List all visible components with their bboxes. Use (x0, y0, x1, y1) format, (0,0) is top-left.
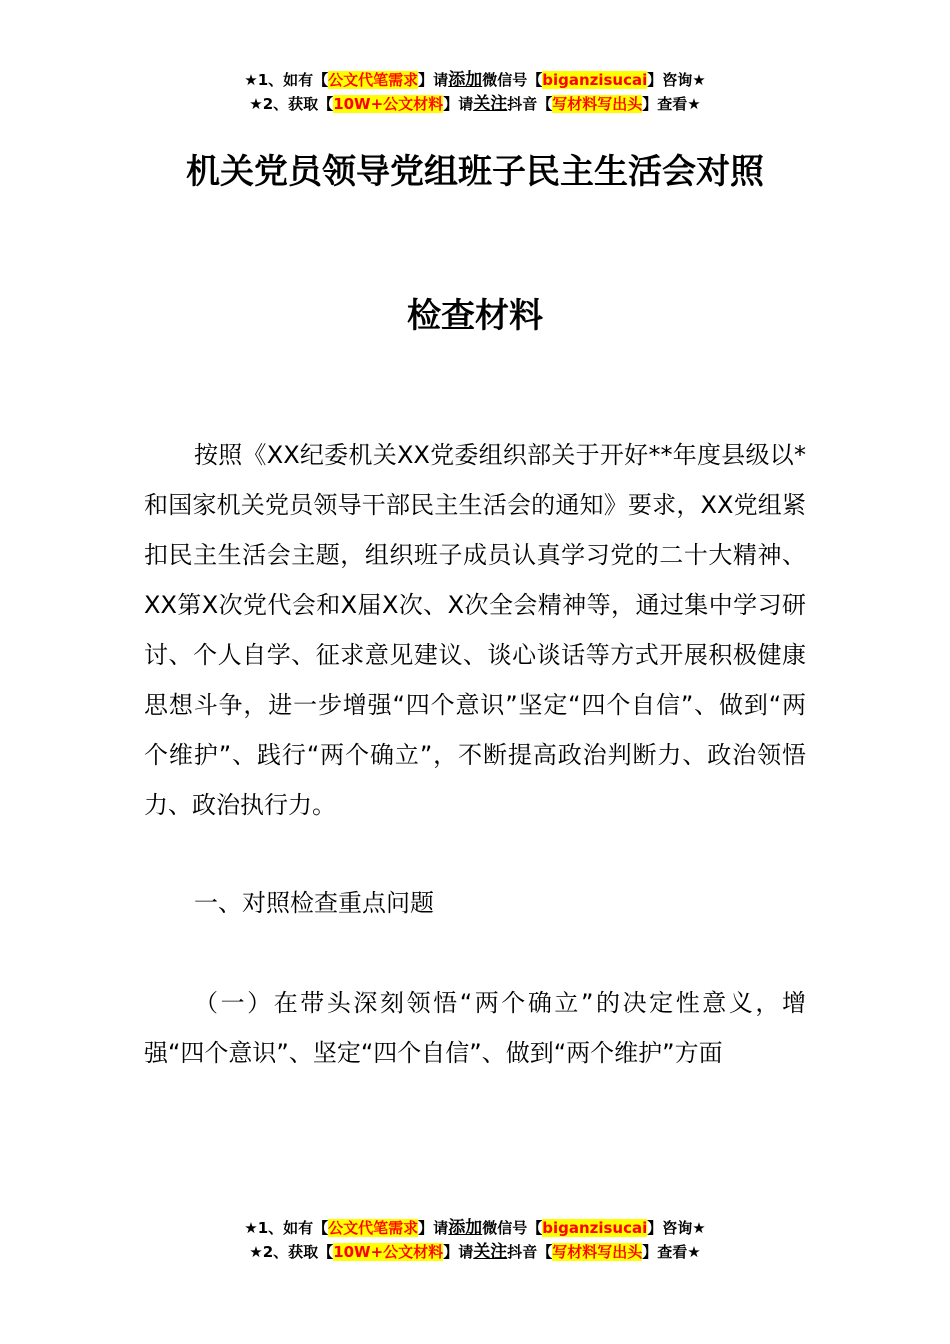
promo-highlight: biganzisucai (542, 1219, 648, 1237)
document-title-line-1: 机关党员领导党组班子民主生活会对照 (186, 152, 764, 192)
promo-line-2 (0, 92, 950, 116)
subsection-heading: （一）在带头深刻领悟“两个确立”的决定性意义，增强“四个意识”、坚定“四个自信”、做到“两个维护”方面 (144, 989, 806, 1067)
promo-text: 微信号【 (482, 1219, 543, 1237)
promo-highlight: biganzisucai (542, 71, 648, 89)
promo-text: 抖音【 (507, 1243, 553, 1261)
intro-paragraph: 按照《XX纪委机关XX党委组织部关于开好**年度县级以*和国家机关党员领导干部民主生活会的通知》要求，XX党组紧扣民主生活会主题，组织班子成员认真学习党的二十大精神、XX第X次党代会和X届X次、X次全会精神等，通过集中学习研讨、个人自学、征求意见建议、谈心谈话等方式开展积极健康思想斗争，进一步增强“四个意识”坚定“四个自信”、做到“两个维护”、践行“两个确立”，不断提高政治判断力、政治领悟力、政治执行力。 (144, 441, 806, 819)
promo-highlight: 10W+公文材料 (333, 1243, 444, 1261)
promo-text: ★2、获取【 (249, 95, 334, 113)
promo-highlight: 公文代笔需求 (328, 71, 419, 89)
promo-text: 】查看★ (642, 95, 701, 113)
document-title-line-2: 检查材料 (407, 296, 543, 336)
promo-text: ★1、如有【 (244, 1219, 329, 1237)
promo-emphasis: 关注 (473, 1242, 508, 1262)
promo-text: 】请 (443, 1243, 474, 1261)
promo-emphasis: 添加 (448, 1218, 483, 1238)
promo-banner-top (0, 68, 950, 116)
promo-text: 】请 (418, 1219, 449, 1237)
promo-emphasis: 关注 (473, 94, 508, 114)
promo-text: ★2、获取【 (249, 1243, 334, 1261)
promo-line-2 (0, 1240, 950, 1264)
section-heading: 一、对照检查重点问题 (194, 889, 434, 917)
promo-text: 】咨询★ (647, 71, 706, 89)
promo-text: 】咨询★ (647, 1219, 706, 1237)
promo-text: 】请 (443, 95, 474, 113)
promo-highlight: 公文代笔需求 (328, 1219, 419, 1237)
promo-text: 抖音【 (507, 95, 553, 113)
promo-banner-bottom (0, 1216, 950, 1264)
promo-line-1 (0, 1216, 950, 1240)
promo-text: 】请 (418, 71, 449, 89)
promo-text: 微信号【 (482, 71, 543, 89)
promo-line-1 (0, 68, 950, 92)
promo-highlight: 写材料写出头 (552, 95, 643, 113)
promo-text: ★1、如有【 (244, 71, 329, 89)
promo-highlight: 写材料写出头 (552, 1243, 643, 1261)
promo-highlight: 10W+公文材料 (333, 95, 444, 113)
promo-emphasis: 添加 (448, 70, 483, 90)
promo-text: 】查看★ (642, 1243, 701, 1261)
